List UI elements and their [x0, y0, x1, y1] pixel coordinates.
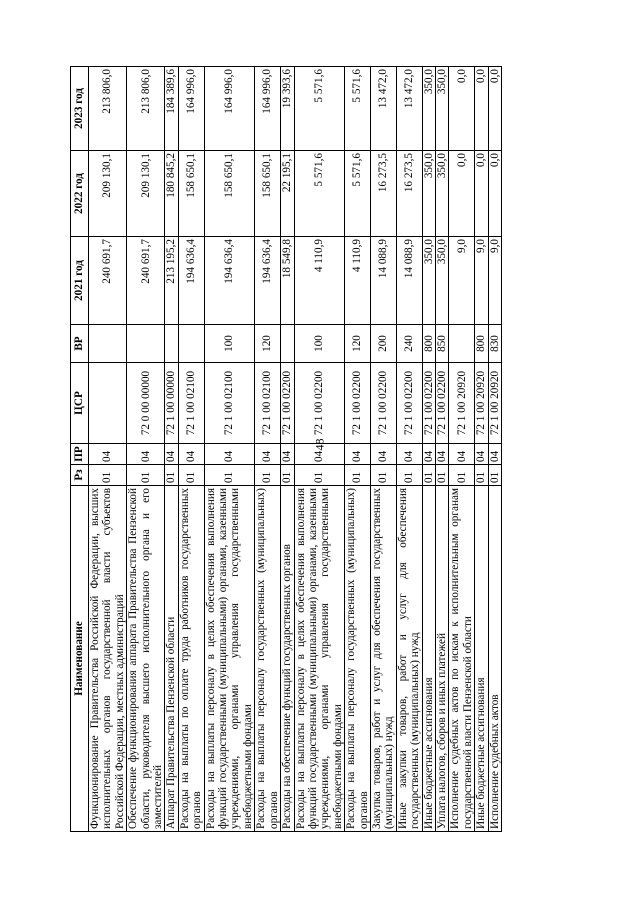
row-vr: 120 [345, 325, 371, 363]
row-pr: 04 [345, 444, 371, 465]
row-vr: 800 [422, 325, 435, 363]
row-pr: 04 [204, 444, 255, 465]
row-2022: 158 650,1 [178, 151, 204, 237]
table-row [255, 67, 281, 832]
row-pr: 04 [449, 444, 475, 465]
row-name: Обеспечение функционирования аппарата Правительства Пензенской области, руководителя высшего исполнительного органа и его заместителей [127, 486, 165, 832]
row-2023: 184 389,6 [165, 67, 178, 151]
row-2023: 213 806,0 [127, 67, 165, 151]
row-csr: 72 1 00 20920 [475, 363, 488, 444]
row-csr: 72 1 00 02200 [396, 363, 422, 444]
row-2023: 5 571,6 [345, 67, 371, 151]
row-2022: 5 571,6 [294, 151, 345, 237]
row-pr: 04 [422, 444, 435, 465]
table-row [281, 67, 294, 832]
row-2022: 0,0 [488, 151, 501, 237]
rotated-page-content [70, 67, 560, 832]
row-2023: 0,0 [475, 67, 488, 151]
row-vr: 240 [396, 325, 422, 363]
row-2021: 14 088,9 [396, 237, 422, 325]
row-rz: 01 [294, 465, 345, 486]
row-2022: 209 130,1 [89, 151, 127, 237]
table-row [488, 67, 501, 832]
row-vr: 200 [370, 325, 396, 363]
row-2021: 18 549,8 [281, 237, 294, 325]
row-2023: 213 806,0 [89, 67, 127, 151]
row-vr: 100 [204, 325, 255, 363]
row-2022: 350,0 [435, 151, 448, 237]
header-pr: ПР [71, 444, 89, 465]
table-row [422, 67, 435, 832]
row-2022: 158 650,1 [255, 151, 281, 237]
row-2023: 0,0 [449, 67, 475, 151]
row-csr: 72 1 00 02200 [422, 363, 435, 444]
row-2022: 0,0 [449, 151, 475, 237]
row-pr: 04 [89, 444, 127, 465]
row-csr: 72 1 00 20920 [449, 363, 475, 444]
row-2023: 0,0 [488, 67, 501, 151]
row-csr: 72 1 00 02100 [255, 363, 281, 444]
row-csr: 72 1 00 02100 [204, 363, 255, 444]
row-2022: 350,0 [422, 151, 435, 237]
row-pr: 04 [281, 444, 294, 465]
row-rz: 01 [165, 465, 178, 486]
row-rz: 01 [255, 465, 281, 486]
row-name: Расходы на выплаты персоналу государственных (муниципальных) органов [345, 486, 371, 832]
row-pr: 04 [178, 444, 204, 465]
row-rz: 01 [475, 465, 488, 486]
row-2022: 180 845,2 [165, 151, 178, 237]
row-name: Расходы на обеспечение функций государственных органов [281, 486, 294, 832]
table-row [178, 67, 204, 832]
row-pr: 04 [255, 444, 281, 465]
row-name: Функционирование Правительства Российской Федерации, высших исполнительных органов государственной власти субъектов Российской Федерации, местных администраций [89, 486, 127, 832]
row-csr: 72 0 00 00000 [127, 363, 165, 444]
row-2023: 13 472,0 [396, 67, 422, 151]
row-2022: 16 273,5 [370, 151, 396, 237]
row-csr: 72 1 00 02100 [178, 363, 204, 444]
row-csr: 72 1 00 02200 [345, 363, 371, 444]
table-row [204, 67, 255, 832]
row-name: Расходы на выплаты персоналу в целях обеспечения выполнения функций государственными (муниципальными) органами, казенными учреждениями, органами управления государственными внебюджетными фондами [294, 486, 345, 832]
row-pr: 04 [165, 444, 178, 465]
row-2022: 16 273,5 [396, 151, 422, 237]
header-2023: 2023 год [71, 67, 89, 151]
row-pr: 04 [370, 444, 396, 465]
row-pr: 04 [396, 444, 422, 465]
row-csr: 72 1 00 02200 [435, 363, 448, 444]
row-vr [449, 325, 475, 363]
table-row [127, 67, 165, 832]
row-csr: 72 1 00 00000 [165, 363, 178, 444]
row-rz: 01 [204, 465, 255, 486]
row-pr: 04 [294, 444, 345, 465]
row-name: Расходы на выплаты персоналу государственных (муниципальных) органов [255, 486, 281, 832]
table-row [475, 67, 488, 832]
row-rz: 01 [449, 465, 475, 486]
row-2022: 22 195,1 [281, 151, 294, 237]
header-name: Наименование [71, 486, 89, 832]
page-number: 48 [312, 438, 327, 451]
table-row [370, 67, 396, 832]
row-rz: 01 [178, 465, 204, 486]
row-pr: 04 [475, 444, 488, 465]
row-vr: 100 [294, 325, 345, 363]
row-2023: 19 393,6 [281, 67, 294, 151]
row-2023: 13 472,0 [370, 67, 396, 151]
row-rz: 01 [422, 465, 435, 486]
row-name: Уплата налогов, сборов и иных платежей [435, 486, 448, 832]
row-2023: 164 996,0 [255, 67, 281, 151]
table-row [435, 67, 448, 832]
row-name: Закупка товаров, работ и услуг для обеспечения государственных (муниципальных) нужд [370, 486, 396, 832]
table-row [165, 67, 178, 832]
row-2021: 194 636,4 [255, 237, 281, 325]
row-vr [165, 325, 178, 363]
row-2023: 350,0 [422, 67, 435, 151]
row-name: Исполнение судебных актов [488, 486, 501, 832]
row-name: Иные бюджетные ассигнования [422, 486, 435, 832]
row-2021: 350,0 [422, 237, 435, 325]
row-pr: 04 [435, 444, 448, 465]
row-2021: 4 110,9 [345, 237, 371, 325]
row-2023: 164 996,0 [204, 67, 255, 151]
row-2021: 9,0 [488, 237, 501, 325]
row-2021: 9,0 [449, 237, 475, 325]
header-vr: ВР [71, 325, 89, 363]
row-2022: 209 130,1 [127, 151, 165, 237]
table-row [449, 67, 475, 832]
row-csr [89, 363, 127, 444]
row-rz: 01 [345, 465, 371, 486]
row-2023: 350,0 [435, 67, 448, 151]
table-row [345, 67, 371, 832]
row-vr [127, 325, 165, 363]
row-rz: 01 [396, 465, 422, 486]
row-name: Иные закупки товаров, работ и услуг для обеспечения государственных (муниципальных) нужд [396, 486, 422, 832]
row-vr: 120 [255, 325, 281, 363]
row-2022: 158 650,1 [204, 151, 255, 237]
table-row [396, 67, 422, 832]
header-rz: Рз [71, 465, 89, 486]
row-vr [281, 325, 294, 363]
row-2022: 5 571,6 [345, 151, 371, 237]
header-csr: ЦСР [71, 363, 89, 444]
row-rz: 01 [370, 465, 396, 486]
row-csr: 72 1 00 02200 [294, 363, 345, 444]
table-header-row [71, 67, 89, 832]
row-2021: 9,0 [475, 237, 488, 325]
row-name: Исполнение судебных актов по искам к исполнительным органам государственной власти Пензенской области [449, 486, 475, 832]
row-csr: 72 1 00 02200 [370, 363, 396, 444]
row-name: Иные бюджетные ассигнования [475, 486, 488, 832]
row-rz: 01 [488, 465, 501, 486]
row-csr: 72 1 00 20920 [488, 363, 501, 444]
row-name: Расходы на выплаты по оплате труда работников государственных органов [178, 486, 204, 832]
row-name: Расходы на выплаты персоналу в целях обеспечения выполнения функций государственными (муниципальными) органами, казенными учреждениями, органами управления государственными внебюджетными фондами [204, 486, 255, 832]
header-2022: 2022 год [71, 151, 89, 237]
row-rz: 01 [89, 465, 127, 486]
row-2022: 0,0 [475, 151, 488, 237]
row-vr [89, 325, 127, 363]
row-name: Аппарат Правительства Пензенской области [165, 486, 178, 832]
row-2021: 350,0 [435, 237, 448, 325]
row-2021: 14 088,9 [370, 237, 396, 325]
row-2021: 240 691,7 [89, 237, 127, 325]
row-rz: 01 [281, 465, 294, 486]
row-rz: 01 [127, 465, 165, 486]
row-vr [178, 325, 204, 363]
row-vr: 850 [435, 325, 448, 363]
row-2021: 213 195,2 [165, 237, 178, 325]
row-2023: 164 996,0 [178, 67, 204, 151]
row-pr: 04 [488, 444, 501, 465]
row-2021: 194 636,4 [204, 237, 255, 325]
budget-table [70, 66, 502, 832]
table-row [89, 67, 127, 832]
row-vr: 830 [488, 325, 501, 363]
header-2021: 2021 год [71, 237, 89, 325]
row-2021: 4 110,9 [294, 237, 345, 325]
row-pr: 04 [127, 444, 165, 465]
row-2021: 194 636,4 [178, 237, 204, 325]
row-csr: 72 1 00 02200 [281, 363, 294, 444]
table-row [294, 67, 345, 832]
row-vr: 800 [475, 325, 488, 363]
row-2021: 240 691,7 [127, 237, 165, 325]
row-rz: 01 [435, 465, 448, 486]
row-2023: 5 571,6 [294, 67, 345, 151]
